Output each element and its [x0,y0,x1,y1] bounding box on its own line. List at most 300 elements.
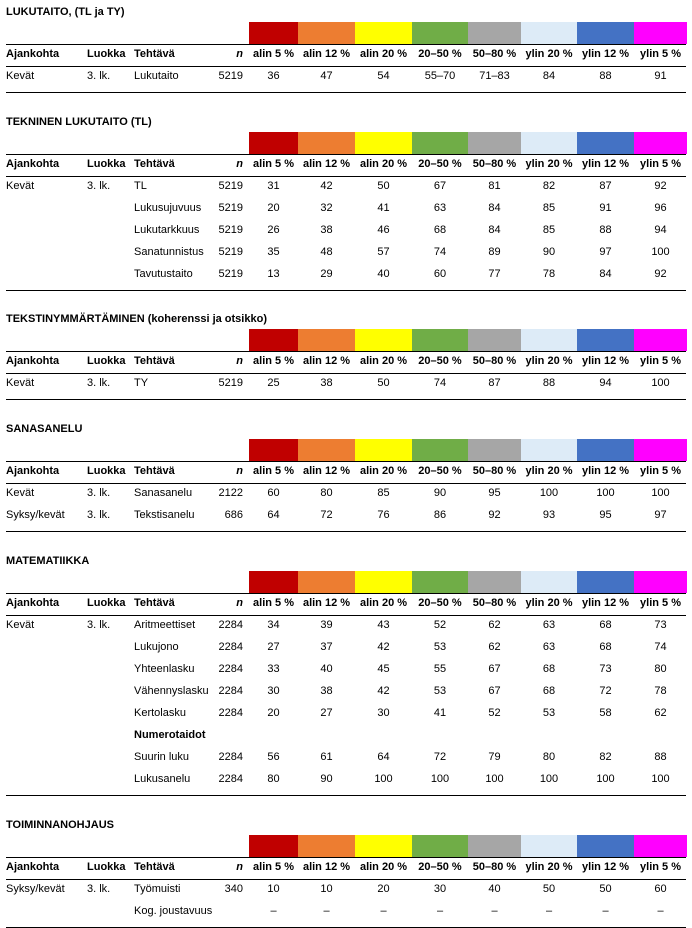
row-task: Yhteenlasku [134,663,195,675]
row-value-2: 41 [377,202,390,214]
row-value-1: 38 [320,224,333,236]
row-value-2: 40 [377,268,390,280]
percentile-swatch-4 [468,329,521,351]
header-bin-2: alin 20 % [359,355,408,367]
row-task: Aritmeettiset [134,619,196,631]
header-bin-0: alin 5 % [253,861,294,873]
percentile-swatch-6 [577,835,634,857]
row-value-2: 50 [377,377,390,389]
row-value-3: 74 [433,246,447,258]
header-bin-3: 20–50 % [418,158,462,170]
row-value-1: 10 [320,883,333,895]
row-value-7: 74 [654,641,667,653]
row-value-3: 53 [433,641,447,653]
percentile-swatch-5 [521,22,577,44]
header-bottom-rule [6,879,686,880]
header-task: Tehtävä [134,355,175,367]
row-value-2: 64 [377,751,390,763]
row-grade: 3. lk. [87,487,111,499]
header-bottom-rule [6,176,686,177]
row-value-5: 85 [542,224,556,236]
row-n: 2284 [218,619,243,631]
row-value-4: 62 [488,641,501,653]
percentile-swatch-1 [298,835,355,857]
row-value-5: 84 [542,70,556,82]
row-value-3: 52 [433,619,447,631]
percentile-swatch-4 [468,571,521,593]
percentile-swatch-2 [355,22,412,44]
header-bin-4: 50–80 % [472,597,517,609]
section-title: TOIMINNANOHJAUS [6,819,114,831]
header-bin-6: ylin 12 % [581,861,630,873]
row-value-1: 39 [320,619,333,631]
percentile-swatch-3 [412,571,468,593]
row-value-1: 72 [320,509,333,521]
header-bin-6: ylin 12 % [581,158,630,170]
row-value-2: 20 [377,883,390,895]
header-n: n [236,465,243,477]
header-top-rule [6,154,686,155]
percentile-swatch-5 [521,329,577,351]
percentile-swatch-0 [249,329,298,351]
header-bin-6: ylin 12 % [581,465,630,477]
header-bin-3: 20–50 % [418,48,462,60]
row-value-4: 40 [488,883,501,895]
header-bin-2: alin 20 % [359,465,408,477]
header-bin-7: ylin 5 % [640,158,681,170]
row-n: 2122 [218,487,243,499]
row-value-0: 60 [267,487,280,499]
percentile-swatch-2 [355,329,412,351]
header-bin-0: alin 5 % [253,355,294,367]
row-value-5: 85 [542,202,556,214]
row-value-1: 37 [320,641,333,653]
row-value-6: 84 [599,268,612,280]
percentile-swatch-1 [298,22,355,44]
header-top-rule [6,351,686,352]
row-value-4: 71–83 [479,70,510,82]
row-value-5: 78 [542,268,556,280]
row-task: Tavutustaito [134,268,193,280]
row-value-7: 94 [654,224,667,236]
percentile-swatch-2 [355,439,412,461]
percentile-swatch-7 [634,329,687,351]
percentile-swatch-6 [577,571,634,593]
row-time: Syksy/kevät [6,883,65,895]
row-task: Sanasanelu [134,487,193,499]
row-value-2: 85 [377,487,390,499]
header-bin-4: 50–80 % [472,465,517,477]
row-n: 5219 [218,70,243,82]
row-value-2: 43 [377,619,390,631]
row-value-2: 100 [374,773,393,785]
row-value-4: 79 [488,751,501,763]
percentile-swatch-0 [249,22,298,44]
percentile-swatch-4 [468,22,521,44]
row-value-0: 31 [267,180,280,192]
header-grade: Luokka [87,597,126,609]
row-n: 2284 [218,663,243,675]
row-task: Vähennyslasku [134,685,209,697]
row-value-7: 91 [654,70,667,82]
row-value-5: 82 [542,180,556,192]
header-bin-7: ylin 5 % [640,465,681,477]
table-bottom-rule [6,92,686,93]
percentile-swatch-7 [634,835,687,857]
header-bin-3: 20–50 % [418,355,462,367]
row-task: Kertolasku [134,707,186,719]
row-value-2: 42 [377,641,390,653]
row-value-2: 57 [377,246,390,258]
row-task: Tekstisanelu [134,509,195,521]
percentile-swatch-5 [521,835,577,857]
row-value-4: 84 [488,202,501,214]
row-value-0: 26 [267,224,280,236]
percentile-swatch-1 [298,439,355,461]
header-bin-6: ylin 12 % [581,48,630,60]
row-value-5: 68 [542,663,556,675]
header-bin-4: 50–80 % [472,861,517,873]
table-bottom-rule [6,795,686,796]
header-bin-0: alin 5 % [253,158,294,170]
row-value-3: 100 [430,773,450,785]
percentile-swatch-0 [249,132,298,154]
row-value-6: 58 [599,707,612,719]
row-value-7: 100 [651,377,670,389]
percentile-swatch-5 [521,132,577,154]
row-n: 2284 [218,641,243,653]
percentile-swatch-7 [634,439,687,461]
percentile-swatch-5 [521,571,577,593]
row-grade: 3. lk. [87,180,111,192]
row-value-4: 62 [488,619,501,631]
header-bin-0: alin 5 % [253,465,294,477]
row-value-4: 87 [488,377,501,389]
row-n: 340 [224,883,243,895]
row-task: TY [134,377,149,389]
row-value-0: 36 [267,70,280,82]
row-task: Lukusujuvuus [134,202,202,214]
row-value-2: 30 [377,707,390,719]
header-n: n [236,597,243,609]
row-value-3: – [436,905,444,917]
row-value-7: 62 [654,707,667,719]
percentile-swatch-6 [577,132,634,154]
row-grade: 3. lk. [87,509,111,521]
row-time: Kevät [6,180,35,192]
row-value-4: 95 [488,487,501,499]
row-task: Kog. joustavuus [134,905,213,917]
row-value-0: 30 [267,685,280,697]
row-time: Kevät [6,377,35,389]
row-value-7: 100 [651,246,670,258]
header-n: n [236,158,243,170]
row-time: Syksy/kevät [6,509,65,521]
header-task: Tehtävä [134,48,175,60]
header-time: Ajankohta [6,465,60,477]
table-bottom-rule [6,399,686,400]
percentile-swatch-6 [577,439,634,461]
header-bin-7: ylin 5 % [640,355,681,367]
header-bin-5: ylin 20 % [525,355,573,367]
row-value-6: 95 [599,509,612,521]
header-grade: Luokka [87,355,126,367]
row-value-0: 56 [267,751,280,763]
percentile-swatch-3 [412,439,468,461]
row-value-6: 88 [599,70,612,82]
header-top-rule [6,857,686,858]
section-title: TEKSTINYMMÄRTÄMINEN (koherenssi ja otsikko) [6,313,267,325]
header-bin-1: alin 12 % [302,597,351,609]
row-n: 5219 [218,246,243,258]
row-value-7: 96 [654,202,667,214]
row-task: Sanatunnistus [134,246,204,258]
percentile-swatch-2 [355,835,412,857]
header-task: Tehtävä [134,861,175,873]
row-task: TL [134,180,147,192]
row-value-5: 68 [542,685,556,697]
header-bin-7: ylin 5 % [640,48,681,60]
row-value-1: 29 [320,268,333,280]
row-value-3: 60 [433,268,447,280]
header-time: Ajankohta [6,158,60,170]
header-bin-7: ylin 5 % [640,597,681,609]
row-value-5: 53 [542,707,556,719]
row-value-0: 20 [267,707,280,719]
row-value-7: – [657,905,664,917]
header-time: Ajankohta [6,48,60,60]
row-task: Numerotaidot [134,729,206,741]
row-value-2: 54 [377,70,390,82]
row-value-7: 100 [651,487,670,499]
header-bin-1: alin 12 % [302,48,351,60]
row-value-7: 78 [654,685,667,697]
row-value-1: 32 [320,202,333,214]
row-task: Lukutaito [134,70,179,82]
percentile-swatch-1 [298,132,355,154]
row-value-0: 10 [267,883,280,895]
row-value-6: 100 [596,487,615,499]
row-n: 5219 [218,180,243,192]
row-n: 5219 [218,202,243,214]
row-value-1: – [323,905,330,917]
header-bin-2: alin 20 % [359,861,408,873]
row-n: 5219 [218,268,243,280]
row-value-4: 67 [488,685,501,697]
header-bottom-rule [6,483,686,484]
row-value-7: 97 [654,509,667,521]
header-bin-7: ylin 5 % [640,861,681,873]
header-bin-4: 50–80 % [472,48,517,60]
header-n: n [236,861,243,873]
header-bottom-rule [6,373,686,374]
row-value-1: 42 [320,180,333,192]
row-value-3: 90 [433,487,447,499]
percentile-swatch-0 [249,571,298,593]
header-bin-1: alin 12 % [302,355,351,367]
table-bottom-rule [6,531,686,532]
header-task: Tehtävä [134,597,175,609]
header-bin-5: ylin 20 % [525,861,573,873]
row-value-7: 100 [651,773,670,785]
header-top-rule [6,461,686,462]
header-task: Tehtävä [134,465,175,477]
percentile-swatch-7 [634,132,687,154]
row-value-3: 86 [433,509,447,521]
row-value-6: 82 [599,751,612,763]
percentile-swatch-4 [468,439,521,461]
row-n: 2284 [218,707,243,719]
row-value-6: – [602,905,609,917]
row-grade: 3. lk. [87,883,111,895]
row-value-4: 67 [488,663,501,675]
row-value-0: 34 [267,619,280,631]
row-value-5: 63 [542,641,556,653]
row-n: 2284 [218,751,243,763]
row-value-5: 100 [539,773,559,785]
row-value-7: 60 [654,883,667,895]
row-value-2: 46 [377,224,390,236]
section-title: SANASANELU [6,423,83,435]
row-value-1: 38 [320,377,333,389]
row-n: 686 [224,509,243,521]
row-value-0: 27 [267,641,280,653]
section-title: MATEMATIIKKA [6,555,90,567]
percentile-swatch-0 [249,835,298,857]
row-value-4: – [491,905,498,917]
header-bin-1: alin 12 % [302,465,351,477]
header-bin-2: alin 20 % [359,158,408,170]
row-value-3: 72 [433,751,447,763]
row-value-5: 100 [539,487,559,499]
row-value-2: 50 [377,180,390,192]
header-bin-3: 20–50 % [418,861,462,873]
row-value-2: 42 [377,685,390,697]
row-value-0: 13 [267,268,280,280]
row-value-2: 76 [377,509,390,521]
row-value-7: 88 [654,751,667,763]
header-grade: Luokka [87,158,126,170]
row-task: Lukujono [134,641,179,653]
row-value-5: 93 [542,509,556,521]
row-value-1: 27 [320,707,333,719]
row-value-1: 47 [320,70,333,82]
row-n: 5219 [218,224,243,236]
percentile-swatch-2 [355,571,412,593]
header-time: Ajankohta [6,355,60,367]
row-value-5: 50 [542,883,556,895]
row-time: Kevät [6,487,35,499]
row-value-7: 73 [654,619,667,631]
row-value-3: 67 [433,180,447,192]
percentile-swatch-6 [577,22,634,44]
header-n: n [236,355,243,367]
header-bin-1: alin 12 % [302,158,351,170]
row-value-0: 25 [267,377,280,389]
row-value-1: 48 [320,246,333,258]
header-n: n [236,48,243,60]
row-value-1: 40 [320,663,333,675]
header-bin-2: alin 20 % [359,48,408,60]
row-n: 5219 [218,377,243,389]
header-grade: Luokka [87,48,126,60]
percentile-swatch-6 [577,329,634,351]
row-value-4: 81 [488,180,501,192]
row-value-1: 80 [320,487,333,499]
row-value-2: 45 [377,663,390,675]
row-value-5: 63 [542,619,556,631]
row-value-3: 53 [433,685,447,697]
row-value-6: 100 [596,773,615,785]
header-top-rule [6,44,686,45]
header-task: Tehtävä [134,158,175,170]
header-grade: Luokka [87,465,126,477]
percentile-swatch-1 [298,329,355,351]
row-value-0: 80 [267,773,280,785]
row-value-7: 80 [654,663,667,675]
row-value-3: 41 [433,707,447,719]
header-bin-5: ylin 20 % [525,597,573,609]
row-value-3: 63 [433,202,447,214]
row-n: 2284 [218,685,243,697]
row-task: Suurin luku [134,751,190,763]
percentile-swatch-4 [468,132,521,154]
table-bottom-rule [6,290,686,291]
percentile-swatch-7 [634,22,687,44]
row-value-1: 90 [320,773,333,785]
header-bin-6: ylin 12 % [581,597,630,609]
row-value-0: 20 [267,202,280,214]
row-time: Kevät [6,619,35,631]
row-value-5: 90 [542,246,556,258]
percentile-swatch-3 [412,132,468,154]
header-bottom-rule [6,66,686,67]
header-bin-1: alin 12 % [302,861,351,873]
row-value-5: 80 [542,751,556,763]
header-bin-0: alin 5 % [253,597,294,609]
header-time: Ajankohta [6,597,60,609]
header-bin-5: ylin 20 % [525,465,573,477]
percentile-swatch-3 [412,329,468,351]
row-value-3: 74 [433,377,447,389]
row-value-6: 50 [599,883,612,895]
row-value-6: 72 [599,685,612,697]
header-bottom-rule [6,615,686,616]
row-value-0: 33 [267,663,280,675]
percentile-swatch-5 [521,439,577,461]
row-value-3: 55–70 [424,70,456,82]
row-grade: 3. lk. [87,377,111,389]
header-bin-6: ylin 12 % [581,355,630,367]
header-bin-4: 50–80 % [472,355,517,367]
row-value-6: 88 [599,224,612,236]
row-grade: 3. lk. [87,70,111,82]
row-value-1: 61 [320,751,333,763]
percentile-swatch-3 [412,835,468,857]
section-title: TEKNINEN LUKUTAITO (TL) [6,116,152,128]
row-value-3: 55 [433,663,447,675]
row-value-4: 84 [488,224,501,236]
percentile-swatch-4 [468,835,521,857]
percentile-swatch-1 [298,571,355,593]
row-value-6: 68 [599,619,612,631]
row-value-5: – [545,905,553,917]
row-task: Työmuisti [134,883,181,895]
row-value-0: – [270,905,277,917]
row-value-6: 68 [599,641,612,653]
percentile-swatch-2 [355,132,412,154]
row-value-4: 77 [488,268,501,280]
